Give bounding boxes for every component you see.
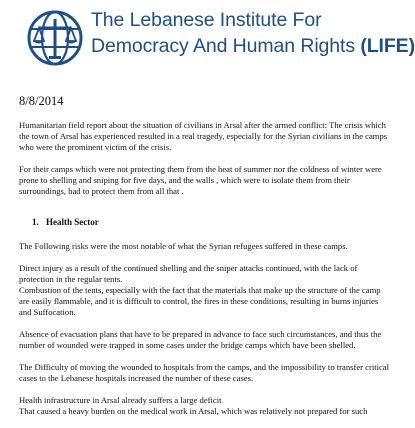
section-heading [19, 217, 391, 227]
report-date: 8/8/2014 [19, 94, 64, 108]
evacuation-paragraph: Absence of evacuation plans that have to be prepared in advance to face such circumstances, and thus the number of wounded were trapped in some cases under the bridge camps which have been shelled. [19, 329, 382, 350]
burden-paragraph: That caused a heavy burden on the medical work in Arsal, which was relatively not prepared for such [19, 406, 368, 416]
org-name-line1: The Lebanese Institute For [91, 9, 322, 31]
section-number: 1. [32, 217, 39, 227]
org-name-line2-text: Democracy And Human Rights [91, 35, 361, 57]
globe-scales-icon [27, 10, 83, 66]
difficulty-paragraph: The Difficulty of moving the wounded to hospitals from the camps, and the impossibility to transfer critical cases to the Lebanese hospitals increased the number of these cases. [19, 362, 390, 383]
combustion-paragraph: Combustion of the tents, especially with the fact that the materials that make up the structure of the camp are easily flammable, and it is difficult to control, the fires in these conditions, resulting in burns injuries and Suffocation. [19, 285, 381, 317]
report-header [0, 0, 415, 74]
direct-injury-paragraph: Direct injury as a result of the continued shelling and the sniper attacks continued, with the lack of protection in the regular tents. [19, 263, 358, 284]
risks-intro-paragraph: The Following risks were the most notable of what the Syrian refugees suffered in these camps. [19, 241, 348, 251]
camps-paragraph: For their camps which were not protecting them from the heat of summer nor the coldness of winter were prone to shelling and sniping for five days, and the walls , which were to isolate them from their surroundings, had to protect them from all that . [19, 164, 382, 196]
org-name-line2 [91, 35, 415, 58]
section-title: Health Sector [46, 217, 99, 227]
org-acronym: (LIFE) [360, 35, 415, 57]
intro-paragraph: Humanitarian field report about the situation of civilians in Arsal after the armed conflict: The crisis which the town of Arsal has experienced resulted in a real tragedy, especially for the Syrian civilians in the camps who were the prominent victim of the crisis. [19, 120, 388, 152]
infrastructure-paragraph: Health infrastructure in Arsal already suffers a large deficit [19, 395, 222, 405]
report-body [19, 94, 391, 428]
